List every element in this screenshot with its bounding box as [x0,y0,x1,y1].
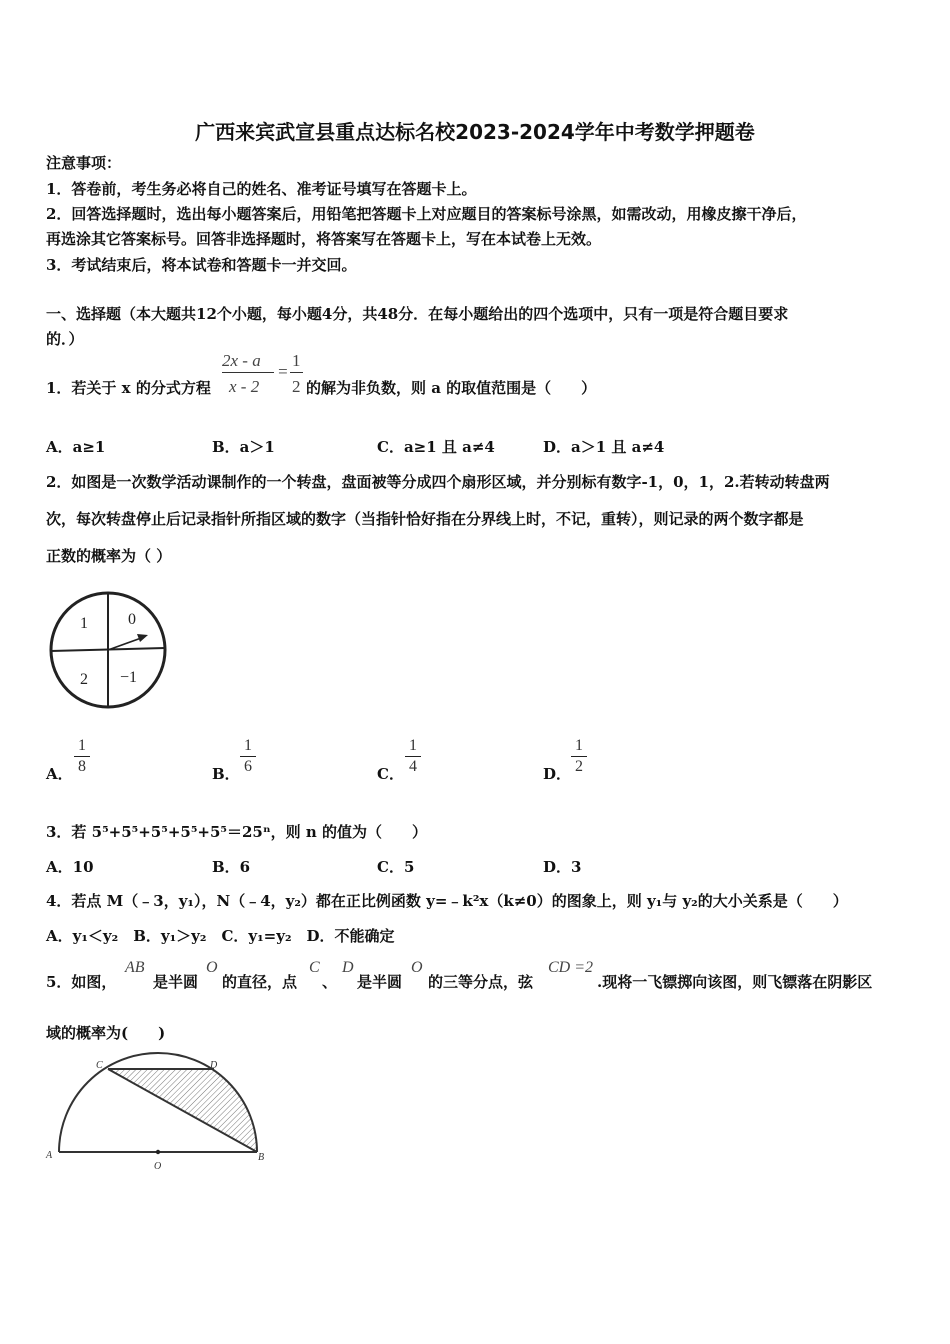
q5-text-part: 、 [322,973,338,991]
q2-option-b-label: B． [212,765,240,783]
fraction-denominator: 2 [575,758,583,775]
q2-line2: 次，每次转盘停止后记录指针所指区域的数字（当指针恰好指在分界线上时，不记，重转），则记录的两个数字都是 [46,510,804,528]
q2-option-c-label: C． [377,765,404,783]
center-o-point [156,1150,160,1154]
notice-item: 2．回答选择题时，选出每小题答案后，用铅笔把答题卡上对应题目的答案标号涂黑，如需改动，用橡皮擦干净后， [46,205,807,223]
fraction-denominator: 8 [78,758,86,775]
q5-text-part: 的三等分点，弦 [428,973,534,991]
q2-option-c-fraction [405,737,421,776]
q3-question: 3．若 5⁵+5⁵+5⁵+5⁵+5⁵＝25ⁿ，则 n 的值为（ ） [46,823,427,841]
label-o: O [154,1161,162,1172]
fraction-numerator: 1 [78,737,86,754]
page-title: 广西来宾武宣县重点达标名校2023-2024学年中考数学押题卷 [195,120,755,144]
q5-text-part: 是半圆 [153,973,199,991]
spinner-pointer-head [137,634,148,642]
q5-o: O [411,959,423,976]
q2-option-b-fraction [240,737,256,776]
q1-option-d: D．a＞1 且 a≠4 [543,438,665,456]
q1-rhs-numerator: 1 [292,351,301,370]
spinner-label-0: 0 [128,611,136,628]
semicircle-figure [42,1050,274,1175]
q1-rhs-bar [290,372,303,373]
q2-option-a-fraction [74,737,90,776]
q5-text-part: 的直径，点 [222,973,298,991]
label-d: D [210,1060,218,1071]
q3-option-c: C．5 [377,858,415,876]
q2-option-d-fraction [571,737,587,776]
q1-denominator: x - 2 [229,377,260,396]
fraction-denominator: 4 [409,758,417,775]
section-heading: 一、选择题（本大题共12个小题，每小题4分，共48分．在每小题给出的四个选项中，只有一项是符合题目要求 [46,305,789,323]
q1-prefix: 1．若关于 x 的分式方程 [46,379,211,397]
notice-heading: 注意事项： [46,154,122,172]
q2-option-d-label: D． [543,765,572,783]
q3-option-b: B．6 [212,858,251,876]
q1-numerator: 2x - a [222,351,261,370]
q5-line2: 域的概率为( ) [46,1024,166,1042]
fraction-numerator: 1 [409,737,417,754]
q2-line1: 2．如图是一次数学活动课制作的一个转盘，盘面被等分成四个扇形区域，并分别标有数字-1，0，1，2.若转动转盘两 [46,473,830,491]
label-b: B [258,1152,265,1163]
q1-suffix: 的解为非负数，则 a 的取值范围是（ ） [306,379,597,397]
q1-fraction-bar [222,372,274,373]
section-heading-cont: 的．） [46,330,84,348]
fraction-denominator: 6 [244,758,252,775]
q1-option-a: A．a≥1 [46,438,106,456]
q2-option-a-label: A． [46,765,73,783]
q5-c: C [309,959,320,976]
q1-option-b: B．a＞1 [212,438,275,456]
notice-item: 3．考试结束后，将本试卷和答题卡一并交回。 [46,256,357,274]
q1-rhs-denominator: 2 [292,377,301,396]
q3-option-d: D．3 [543,858,582,876]
notice-item: 再选涂其它答案标号。回答非选择题时，将答案写在答题卡上，写在本试卷上无效。 [46,230,602,248]
spinner-label-neg1: −1 [120,669,138,686]
q5-text-part: .现将一飞镖掷向该图，则飞镖落在阴影区 [597,973,873,991]
q1-option-c: C．a≥1 且 a≠4 [377,438,495,456]
fraction-numerator: 1 [575,737,583,754]
notice-item: 1．答卷前，考生务必将自己的姓名、准考证号填写在答题卡上。 [46,180,477,198]
q1-equals: = [277,362,289,381]
q4-options: A．y₁＜y₂ B．y₁＞y₂ C．y₁=y₂ D．不能确定 [46,927,395,945]
q4-question: 4．若点 M（﹣3，y₁），N（﹣4，y₂）都在正比例函数 y=﹣k²x（k≠0）的图象上，则 y₁与 y₂的大小关系是（ ） [46,892,848,910]
fraction-numerator: 1 [244,737,252,754]
q2-line3: 正数的概率为（ ） [46,547,172,565]
label-c: C [96,1060,103,1071]
q5-cd: CD =2 [548,959,594,976]
spinner-label-1: 1 [80,615,88,632]
q5-o: O [206,959,218,976]
spinner-figure [48,590,173,715]
spinner-label-2: 2 [80,671,88,688]
q5-ab: AB [125,959,145,976]
q5-text-part: 是半圆 [357,973,403,991]
q5-d: D [342,959,354,976]
q5-text-part: 5．如图， [46,973,117,991]
q3-option-a: A．10 [46,858,94,876]
label-a: A [46,1150,53,1161]
